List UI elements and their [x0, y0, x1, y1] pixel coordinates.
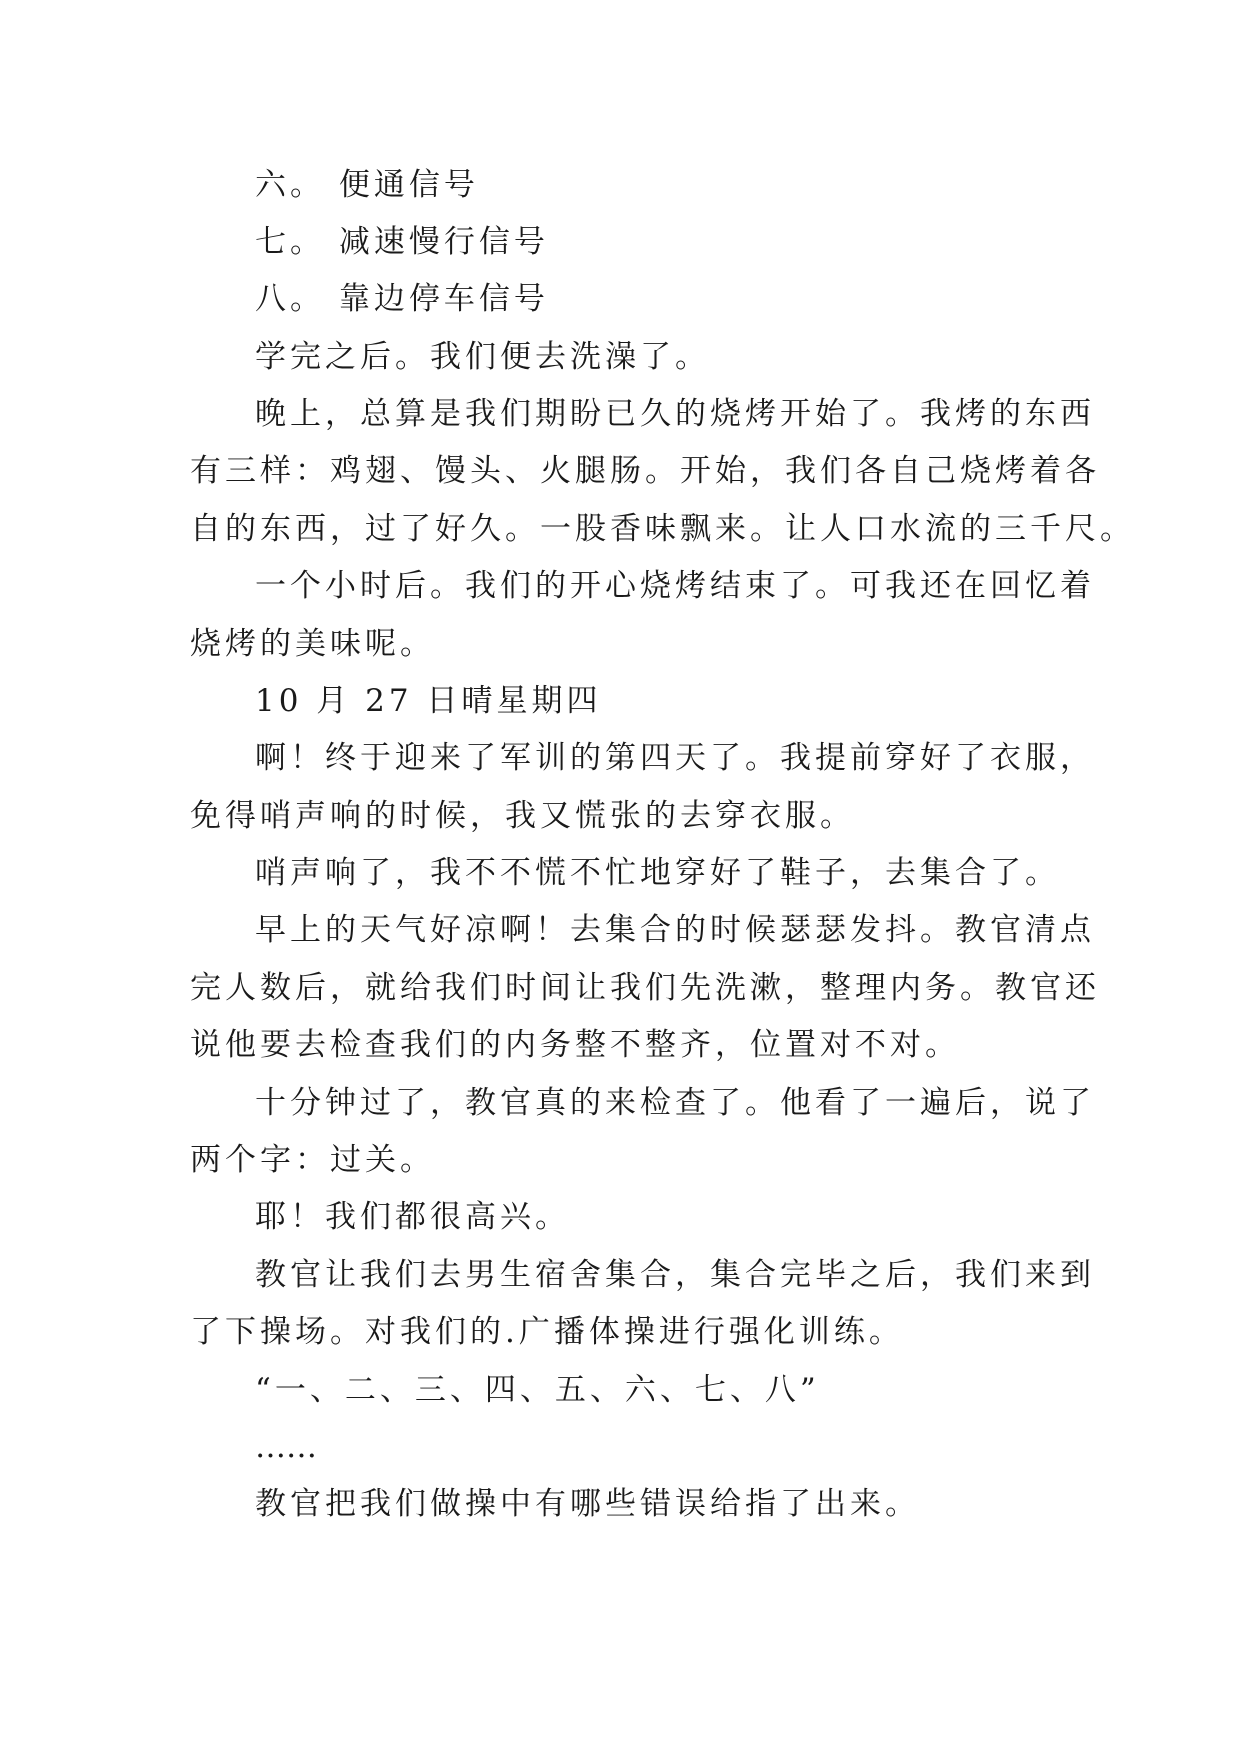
paragraph-line: 耶！我们都很高兴。 [255, 1199, 570, 1235]
quote-line: “一、二、三、四、五、六、七、八” [255, 1372, 820, 1408]
paragraph-line: 十分钟过了，教官真的来检查了。他看了一遍后，说了 [255, 1085, 1095, 1121]
paragraph-line: 有三样：鸡翅、馒头、火腿肠。开始，我们各自己烧烤着各 [190, 453, 1100, 489]
paragraph-line: 说他要去检查我们的内务整不整齐，位置对不对。 [190, 1027, 960, 1063]
paragraph-line: 教官让我们去男生宿舍集合，集合完毕之后，我们来到 [255, 1257, 1095, 1293]
paragraph-line: 一个小时后。我们的开心烧烤结束了。可我还在回忆着 [255, 568, 1095, 604]
list-item-six: 六。 便通信号 [255, 167, 479, 203]
list-item-eight: 八。 靠边停车信号 [255, 281, 549, 317]
paragraph-line: 两个字：过关。 [190, 1142, 435, 1178]
paragraph-line: 免得哨声响的时候，我又慌张的去穿衣服。 [190, 798, 855, 834]
paragraph-line: 哨声响了，我不不慌不忙地穿好了鞋子，去集合了。 [255, 855, 1060, 891]
paragraph-line: 完人数后，就给我们时间让我们先洗漱，整理内务。教官还 [190, 970, 1100, 1006]
paragraph-line: 学完之后。我们便去洗澡了。 [255, 339, 710, 375]
paragraph-line: 了下操场。对我们的.广播体操进行强化训练。 [190, 1314, 904, 1350]
paragraph-line: 教官把我们做操中有哪些错误给指了出来。 [255, 1486, 920, 1522]
list-item-seven: 七。 减速慢行信号 [255, 224, 549, 260]
date-heading: 10 月 27 日晴星期四 [255, 683, 602, 719]
paragraph-line: 啊！终于迎来了军训的第四天了。我提前穿好了衣服， [255, 740, 1095, 776]
paragraph-line: 烧烤的美味呢。 [190, 626, 435, 662]
paragraph-line: 自的东西，过了好久。一股香味飘来。让人口水流的三千尺。 [190, 511, 1135, 547]
ellipsis-line: …… [255, 1429, 317, 1465]
paragraph-line: 早上的天气好凉啊！去集合的时候瑟瑟发抖。教官清点 [255, 912, 1095, 948]
paragraph-line: 晚上，总算是我们期盼已久的烧烤开始了。我烤的东西 [255, 396, 1095, 432]
